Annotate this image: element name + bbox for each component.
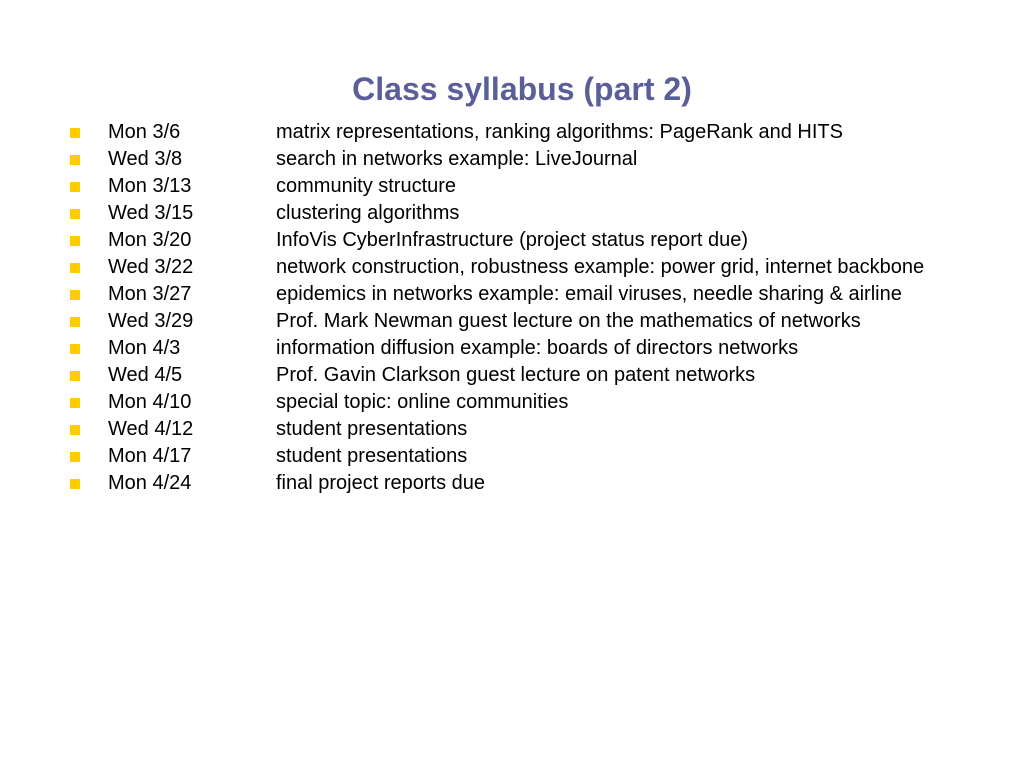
schedule-date: Mon 4/17 [108, 445, 192, 467]
schedule-row [70, 121, 970, 143]
yellow-square-bullet-icon [70, 479, 80, 489]
schedule-row [70, 175, 970, 197]
schedule-date: Mon 3/27 [108, 283, 192, 305]
schedule-topic: special topic: online communities [276, 391, 569, 413]
schedule-date: Mon 4/10 [108, 391, 192, 413]
schedule-topic: community structure [276, 175, 457, 197]
schedule-row [70, 202, 970, 224]
schedule-row [70, 364, 970, 386]
schedule-date: Wed 3/15 [108, 202, 194, 224]
schedule-date: Mon 4/3 [108, 337, 181, 359]
schedule-row [70, 310, 970, 332]
schedule-topic: InfoVis CyberInfrastructure (project status report due) [276, 229, 749, 251]
yellow-square-bullet-icon [70, 263, 80, 273]
schedule-date: Wed 4/5 [108, 364, 183, 386]
schedule-date: Wed 4/12 [108, 418, 194, 440]
yellow-square-bullet-icon [70, 128, 80, 138]
yellow-square-bullet-icon [70, 155, 80, 165]
schedule-topic: clustering algorithms [276, 202, 460, 224]
yellow-square-bullet-icon [70, 398, 80, 408]
yellow-square-bullet-icon [70, 452, 80, 462]
schedule-date: Wed 3/8 [108, 148, 183, 170]
schedule-topic: final project reports due [276, 472, 486, 494]
schedule-date: Mon 3/6 [108, 121, 181, 143]
schedule-date: Wed 3/29 [108, 310, 194, 332]
schedule-topic: matrix representations, ranking algorithms: PageRank and HITS [276, 121, 843, 143]
schedule-row [70, 418, 970, 440]
schedule-topic: Prof. Gavin Clarkson guest lecture on patent networks [276, 364, 756, 386]
schedule-row [70, 337, 970, 359]
schedule-row [70, 445, 970, 467]
slide-title: Class syllabus (part 2) [352, 71, 692, 108]
yellow-square-bullet-icon [70, 290, 80, 300]
yellow-square-bullet-icon [70, 236, 80, 246]
yellow-square-bullet-icon [70, 209, 80, 219]
yellow-square-bullet-icon [70, 182, 80, 192]
schedule-topic: network construction, robustness example: power grid, internet backbone [276, 256, 925, 278]
schedule-topic: Prof. Mark Newman guest lecture on the mathematics of networks [276, 310, 861, 332]
yellow-square-bullet-icon [70, 371, 80, 381]
schedule-topic: student presentations [276, 445, 468, 467]
yellow-square-bullet-icon [70, 344, 80, 354]
schedule-row [70, 391, 970, 413]
schedule-topic: information diffusion example: boards of directors networks [276, 337, 799, 359]
schedule-list [70, 121, 970, 499]
schedule-topic: student presentations [276, 418, 468, 440]
schedule-row [70, 283, 970, 305]
yellow-square-bullet-icon [70, 425, 80, 435]
schedule-row [70, 256, 970, 278]
schedule-row [70, 229, 970, 251]
yellow-square-bullet-icon [70, 317, 80, 327]
schedule-date: Mon 3/13 [108, 175, 192, 197]
schedule-date: Mon 3/20 [108, 229, 192, 251]
schedule-topic: search in networks example: LiveJournal [276, 148, 638, 170]
schedule-row [70, 148, 970, 170]
schedule-row [70, 472, 970, 494]
schedule-topic: epidemics in networks example: email viruses, needle sharing & airline [276, 283, 902, 305]
schedule-date: Wed 3/22 [108, 256, 194, 278]
schedule-date: Mon 4/24 [108, 472, 192, 494]
